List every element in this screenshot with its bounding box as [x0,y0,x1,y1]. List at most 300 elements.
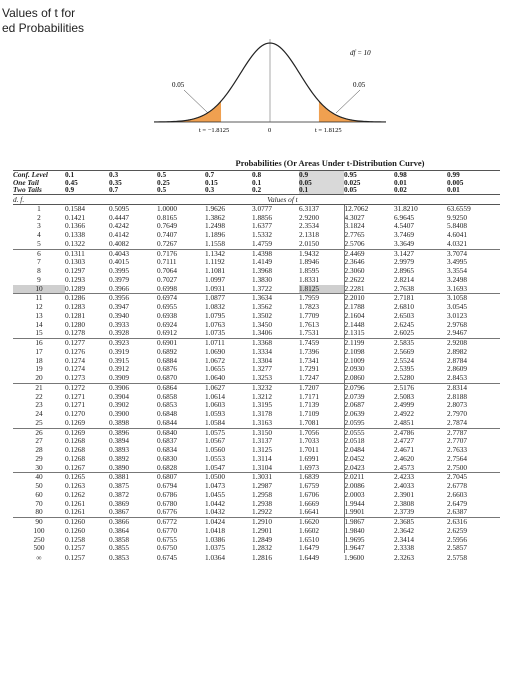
table-cell: 1.0832 [205,303,226,312]
table-cell: 2.3642 [394,526,415,535]
table-cell: 2.3808 [394,499,415,508]
table-cell: 0.6834 [157,446,178,455]
df-cell: 25 [35,418,43,427]
table-cell: 2.7638 [394,284,415,293]
table-cell: 1.0455 [205,490,226,499]
table-cell: 1.7341 [299,356,320,365]
table-cell: 0.1271 [65,401,86,410]
table-cell: 0.1338 [65,231,86,240]
header-cell: 0.95 [344,171,394,179]
table-cell: 2.3646 [344,258,394,267]
df-cell: 3 [37,222,41,231]
table-cell: 0.3909 [109,374,130,383]
table-cell: 0.6974 [157,294,205,303]
df-cell: 250 [33,535,45,544]
table-cell: 0.6938 [157,311,178,320]
table-cell: 1.2498 [205,222,226,231]
table-cell: 2.7787 [447,428,500,437]
table-cell: 2.7181 [394,294,447,303]
table-row [13,464,500,473]
header-cell: 0.1 [252,178,262,187]
table-cell: 0.3947 [109,303,130,312]
table-cell: 1.0655 [205,365,226,374]
table-cell: 1.6669 [299,499,320,508]
table-cell: 2.3414 [394,535,415,544]
table-row [13,491,500,500]
table-cell: 1.0627 [205,383,252,392]
table-cell: 1.0997 [205,275,226,284]
table-cell: 0.3855 [109,544,130,553]
table-cell: 1.1342 [205,249,252,258]
table-cell: 1.7709 [299,311,320,320]
table-cell: 1.7396 [299,347,320,356]
table-cell: 2.6603 [447,490,468,499]
table-row [13,231,500,240]
header-cell: 0.7 [109,186,157,194]
df-cell: 12 [35,303,43,312]
table-cell: 2.9208 [447,339,500,348]
table-cell: 0.3933 [109,320,130,329]
table-cell: 0.1293 [65,275,86,284]
table-cell: 0.3869 [109,499,130,508]
table-cell: 0.7064 [157,267,178,276]
table-cell: 1.0424 [205,518,252,527]
header-cell: 0.5 [157,171,205,179]
table-row [13,527,500,536]
df-cell: 22 [35,392,43,401]
table-cell: 1.2910 [252,518,299,527]
table-row [13,285,500,294]
t-values-table [13,170,500,562]
table-row [13,383,500,392]
table-cell: 1.1192 [205,258,225,267]
table-cell: 2.4727 [394,437,415,446]
table-cell: 1.3830 [252,275,273,284]
table-cell: 2.5857 [447,544,468,553]
table-cell: 3.4995 [447,258,468,267]
table-cell: 0.1269 [65,418,86,427]
df-cell: 7 [37,258,41,267]
table-cell: 1.0640 [205,374,226,383]
table-cell: 2.4620 [394,454,415,463]
table-cell: 1.0614 [205,392,226,401]
table-cell: 0.3902 [109,401,130,410]
table-cell: 0.4447 [109,213,130,222]
table-cell: 1.7139 [299,401,320,410]
table-row [13,500,500,509]
table-cell: 0.1286 [65,294,109,303]
df-cell: ∞ [36,553,42,563]
table-cell: 1.2938 [252,499,273,508]
table-cell: 2.6778 [447,482,468,491]
df-cell: 100 [33,526,45,535]
infinity-row-group [13,553,500,562]
header-conf-row [13,171,500,179]
table-cell: 1.3137 [252,437,273,446]
table-cell: 0.1260 [65,518,109,527]
table-cell: 0.3940 [109,311,130,320]
table-cell: 1.3195 [252,401,273,410]
table-cell: 0.6892 [157,347,178,356]
table-cell: 0.3864 [109,526,130,535]
table-row [13,348,500,357]
df-cell: 15 [35,329,43,338]
table-cell: 1.0575 [205,428,252,437]
table-row [13,339,500,348]
table-cell: 1.9626 [205,204,252,213]
table-cell: 1.4759 [252,239,273,248]
one-tail-label: One Tail [13,178,39,187]
table-cell: 0.6780 [157,499,178,508]
df-cell: 80 [35,508,43,517]
table-cell: 1.3125 [252,446,273,455]
table-cell: 3.1427 [394,249,447,258]
table-cell: 2.4922 [394,410,415,419]
df-label: d. f. [13,194,65,204]
table-cell: 0.6901 [157,339,205,348]
table-cell: 1.0500 [205,473,252,482]
table-row [13,473,500,482]
table-cell: 2.1448 [344,321,394,330]
table-cell: 1.3163 [252,418,273,427]
table-cell: 0.6884 [157,356,178,365]
header-two-tails-row [13,186,500,194]
table-cell: 2.5280 [394,374,415,383]
table-cell: 3.0123 [447,311,468,320]
table-cell: 2.8609 [447,365,468,374]
table-cell: 0.3906 [109,383,157,392]
df-cell: 9 [37,275,41,284]
table-cell: 0.7649 [157,222,178,231]
table-cell: 2.7500 [447,463,468,472]
table-cell: 2.6316 [447,518,500,527]
table-cell: 1.2958 [252,490,273,499]
table-cell: 0.1269 [65,428,109,437]
table-cell: 5.8408 [447,222,468,231]
header-cell: 0.05 [344,186,394,194]
table-cell: 0.6844 [157,418,178,427]
table-cell: 1.6641 [299,508,320,517]
table-cell: 1.0560 [205,446,226,455]
df-cell: 20 [35,374,43,383]
table-cell: 2.9467 [447,329,468,338]
table-cell: 2.0086 [344,482,394,491]
table-cell: 1.0553 [205,454,226,463]
table-cell: 2.7045 [447,473,500,482]
table-cell: 0.7267 [157,239,178,248]
table-cell: 1.6377 [252,222,273,231]
header-cell: 0.1 [65,171,109,179]
table-row [13,428,500,437]
table-cell: 0.3858 [109,535,130,544]
table-cell: 0.1277 [65,339,109,348]
table-cell: 1.7613 [299,320,320,329]
table-cell: 1.7459 [299,339,344,348]
left-area-label: 0.05 [172,81,185,89]
df-cell: 10 [13,285,65,294]
table-cell: 2.4851 [394,418,415,427]
table-row [13,267,500,276]
table-cell: 2.5706 [344,240,394,249]
table-cell: 1.0000 [157,204,205,213]
df-cell: 14 [35,320,43,329]
table-cell: 2.3534 [299,222,320,231]
table-cell: 1.7823 [299,303,320,312]
table-cell: 0.7407 [157,231,178,240]
table-cell: 0.6876 [157,365,178,374]
table-cell: 0.3923 [109,339,157,348]
table-cell: 2.4671 [394,446,415,455]
table-cell: 0.3872 [109,490,130,499]
df-cell: 18 [35,356,43,365]
table-cell: 3.2498 [447,275,468,284]
table-cell: 1.3334 [252,347,273,356]
table-row [13,536,500,545]
df-cell: 5 [37,239,41,248]
df-cell: 23 [35,401,43,410]
table-cell: 1.2922 [252,508,273,517]
table-row [13,446,500,455]
table-cell: 1.6620 [299,518,344,527]
table-cell: 1.3368 [252,339,299,348]
table-cell: 0.8165 [157,213,178,222]
conf-level-label: Conf. Level [13,171,65,179]
table-cell: 0.1258 [65,535,86,544]
table-cell: 2.4033 [394,482,415,491]
table-cell: 1.0672 [205,356,226,365]
table-cell: 1.1896 [205,231,226,240]
table-cell: 31.8210 [394,204,447,213]
table-cell: 2.2622 [344,276,394,285]
header-cell: 0.01 [394,178,407,187]
table-cell: 3.1824 [344,222,394,231]
table-cell: 0.1322 [65,239,86,248]
header-cell: 0.7 [205,171,252,179]
table-row [13,365,500,374]
table-cell: 1.0711 [205,339,252,348]
table-cell: 1.7207 [299,383,344,392]
table-cell: 0.6837 [157,437,178,446]
df-cell: 29 [35,454,43,463]
header-cell: 0.3 [109,171,157,179]
table-cell: 1.4398 [252,249,299,258]
table-cell: 2.1199 [344,339,394,348]
table-cell: 2.1315 [344,329,394,338]
table-caption: Probabilities (Or Areas Under t-Distribution Curve) [235,158,425,168]
table-cell: 2.3901 [394,490,415,499]
table-row [13,410,500,419]
right-area-label: 0.05 [353,81,366,89]
table-cell: 1.0603 [205,401,226,410]
table-cell: 0.1270 [65,410,86,419]
table-cell: 0.6864 [157,383,205,392]
table-cell: 3.0777 [252,204,299,213]
table-cell: 2.6503 [394,311,415,320]
table-row [13,455,500,464]
table-cell: 2.8314 [447,383,500,392]
table-cell: 0.4082 [109,239,130,248]
table-cell: 0.1366 [65,222,86,231]
table-cell: 3.7074 [447,249,500,258]
table-cell: 1.0584 [205,418,226,427]
table-cell: 1.9695 [344,536,394,545]
table-cell: 0.1272 [65,383,109,392]
table-cell: 2.0003 [344,491,394,500]
table-cell: 1.7081 [299,418,320,427]
table-cell: 2.2010 [344,294,394,303]
t-distribution-figure [150,25,390,155]
table-cell: 0.1257 [65,553,86,563]
table-cell: 1.7291 [299,365,320,374]
table-cell: 1.3104 [252,463,273,472]
table-cell: 2.2281 [344,285,394,294]
table-cell: 1.9432 [299,249,344,258]
table-cell: 2.7707 [447,437,468,446]
table-cell: 2.5669 [394,347,415,356]
table-cell: 0.3979 [109,275,130,284]
df-cell: 50 [35,482,43,491]
table-cell: 1.3150 [252,428,299,437]
table-cell: 0.3904 [109,392,130,401]
df-cell: 27 [35,437,43,446]
table-cell: 1.6479 [299,544,320,553]
center-label: 0 [268,127,272,134]
table-cell: 2.0930 [344,365,394,374]
table-body [13,204,500,553]
table-cell: 2.3263 [394,553,415,563]
table-cell: 6.3137 [299,204,344,213]
table-cell: 2.3739 [394,508,415,517]
header-cell: 0.98 [394,171,447,179]
table-cell: 2.5956 [447,535,468,544]
right-area-pointer [336,90,360,113]
table-row [13,329,500,338]
table-cell: 1.7171 [299,392,320,401]
table-cell: 0.6955 [157,303,178,312]
df-cell: 30 [35,463,43,472]
df-cell: 2 [37,213,41,222]
table-cell: 1.3634 [252,294,299,303]
table-cell: 1.9600 [344,553,365,563]
table-cell: 3.1693 [447,284,468,293]
heading-line-1: Values of t for [2,6,76,20]
left-t-label: t = −1.8125 [199,127,230,134]
table-cell: 2.3060 [344,267,394,276]
table-cell: 1.0593 [205,410,226,419]
table-cell: 2.1604 [344,312,394,321]
table-cell: 2.6259 [447,526,468,535]
table-cell: 4.3027 [344,214,394,223]
table-cell: 0.7176 [157,249,205,258]
table-cell: 0.7111 [157,258,177,267]
header-cell: 0.5 [157,186,205,194]
table-row [13,419,500,428]
table-row [13,321,500,330]
df-cell: 24 [35,410,43,419]
header-cell: 0.25 [157,178,170,187]
table-cell: 2.5835 [394,339,447,348]
table-cell: 0.6828 [157,463,178,472]
table-cell: 2.9768 [447,320,468,329]
table-cell: 1.3562 [252,303,273,312]
table-cell: 1.6839 [299,473,344,482]
table-cell: 0.3898 [109,418,130,427]
table-cell: 2.4573 [394,463,415,472]
table-cell: 1.9647 [344,544,394,553]
header-cell: 0.01 [447,186,500,194]
table-cell: 0.1268 [65,454,86,463]
table-cell: 1.7011 [299,446,319,455]
table-cell: 3.7469 [394,231,415,240]
table-row [13,276,500,285]
table-cell: 1.0418 [205,526,226,535]
table-cell: 1.6602 [299,526,320,535]
table-cell: 2.1009 [344,357,394,366]
table-row [13,258,500,267]
table-cell: 1.3253 [252,374,273,383]
table-cell: 2.7633 [447,446,468,455]
table-cell: 0.3900 [109,410,130,419]
table-cell: 3.3649 [394,239,415,248]
table-cell: 0.3919 [109,347,130,356]
header-cell: 0.99 [447,171,500,179]
table-cell: 1.6706 [299,490,320,499]
table-cell: 1.5332 [252,231,273,240]
table-cell: 2.0796 [344,383,394,392]
table-cell: 12.7062 [344,204,394,213]
header-cell: 0.2 [252,186,299,194]
table-cell: 0.6830 [157,454,178,463]
table-cell: 0.6786 [157,490,178,499]
table-cell: 1.7247 [299,374,320,383]
table-cell: 1.2849 [252,535,273,544]
table-cell: 0.1265 [65,473,109,482]
table-cell: 2.4786 [394,428,447,437]
table-cell: 1.3450 [252,320,273,329]
table-cell: 1.0567 [205,437,226,446]
table-cell: 1.0386 [205,535,226,544]
table-cell: 1.6759 [299,482,320,491]
table-row [13,518,500,527]
df-header-row [13,194,500,204]
table-cell: 1.8595 [299,267,320,276]
table-cell: 1.0795 [205,311,226,320]
left-tail-area [154,101,221,122]
table-cell: 0.4043 [109,249,157,258]
table-cell: 1.3304 [252,356,273,365]
table-cell: 0.1421 [65,213,86,222]
df-cell: 1 [13,204,65,213]
table-cell: 0.1262 [65,490,86,499]
table-cell: 1.0473 [205,482,226,491]
df-cell: 4 [37,231,41,240]
table-cell: 1.0375 [205,544,226,553]
table-row [13,357,500,366]
df-cell: 21 [13,383,65,392]
table-cell: 2.0150 [299,239,320,248]
table-cell: 0.1274 [65,356,86,365]
values-of-t-label: Values of t [65,194,500,204]
table-cell: 2.4469 [344,249,394,258]
table-cell: 1.2901 [252,526,273,535]
table-cell: 0.3881 [109,473,157,482]
table-heading [2,6,84,36]
header-cell: 0.35 [109,178,122,187]
table-cell: 0.1271 [65,392,86,401]
df-cell: 40 [13,473,65,482]
table-cell: 1.8331 [299,275,320,284]
table-row [13,249,500,258]
